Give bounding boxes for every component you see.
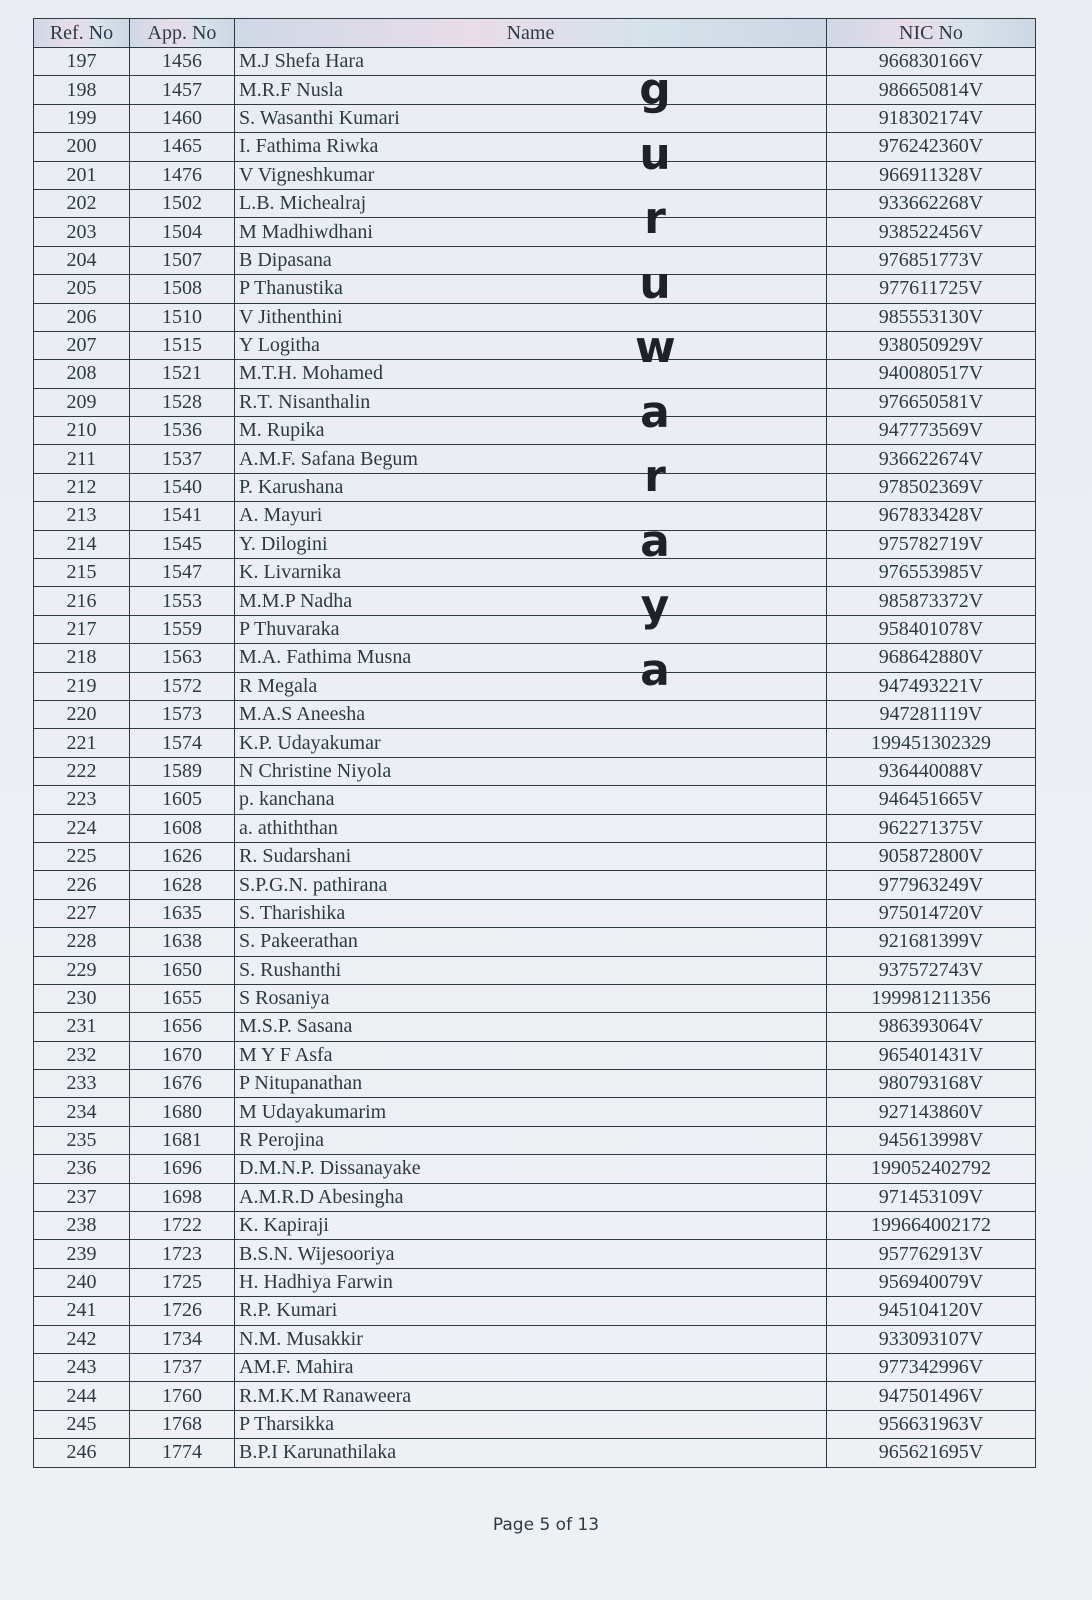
table-row <box>34 189 1036 217</box>
ref-no-cell: 202 <box>34 189 130 217</box>
name-cell: M Udayakumarim <box>235 1098 827 1126</box>
ref-no-cell: 223 <box>34 786 130 814</box>
name-cell: K. Livarnika <box>235 559 827 587</box>
ref-no-cell: 203 <box>34 218 130 246</box>
name-cell: M Madhiwdhani <box>235 218 827 246</box>
app-no-cell: 1760 <box>130 1382 235 1410</box>
ref-no-cell: 208 <box>34 360 130 388</box>
ref-no-cell: 211 <box>34 445 130 473</box>
app-no-cell: 1504 <box>130 218 235 246</box>
name-cell: B.P.I Karunathilaka <box>235 1439 827 1467</box>
nic-no-cell: 967833428V <box>827 502 1036 530</box>
name-cell: S. Tharishika <box>235 899 827 927</box>
header-app-no: App. No <box>130 19 235 48</box>
ref-no-cell: 215 <box>34 559 130 587</box>
table-row <box>34 161 1036 189</box>
table-row <box>34 48 1036 76</box>
ref-no-cell: 201 <box>34 161 130 189</box>
app-no-cell: 1680 <box>130 1098 235 1126</box>
table-row <box>34 842 1036 870</box>
app-no-cell: 1563 <box>130 644 235 672</box>
watermark <box>635 58 675 703</box>
nic-no-cell: 946451665V <box>827 786 1036 814</box>
header-name: Name <box>235 19 827 48</box>
app-no-cell: 1547 <box>130 559 235 587</box>
name-cell: N.M. Musakkir <box>235 1325 827 1353</box>
nic-no-cell: 947773569V <box>827 417 1036 445</box>
table-row <box>34 417 1036 445</box>
ref-no-cell: 221 <box>34 729 130 757</box>
table-row <box>34 275 1036 303</box>
app-no-cell: 1723 <box>130 1240 235 1268</box>
table-row <box>34 530 1036 558</box>
table-row <box>34 1353 1036 1381</box>
app-no-cell: 1650 <box>130 956 235 984</box>
app-no-cell: 1589 <box>130 757 235 785</box>
app-no-cell: 1656 <box>130 1013 235 1041</box>
table-row <box>34 1382 1036 1410</box>
table-row <box>34 1268 1036 1296</box>
name-cell: M.J Shefa Hara <box>235 48 827 76</box>
ref-no-cell: 205 <box>34 275 130 303</box>
header-nic-no: NIC No <box>827 19 1036 48</box>
name-cell: M.T.H. Mohamed <box>235 360 827 388</box>
nic-no-cell: 958401078V <box>827 615 1036 643</box>
app-no-cell: 1635 <box>130 899 235 927</box>
name-cell: K. Kapiraji <box>235 1212 827 1240</box>
name-cell: P Nitupanathan <box>235 1070 827 1098</box>
table-row <box>34 1212 1036 1240</box>
name-cell: P Thuvaraka <box>235 615 827 643</box>
name-cell: I. Fathima Riwka <box>235 133 827 161</box>
name-cell: p. kanchana <box>235 786 827 814</box>
table-row <box>34 956 1036 984</box>
ref-no-cell: 244 <box>34 1382 130 1410</box>
ref-no-cell: 236 <box>34 1155 130 1183</box>
name-cell: R.T. Nisanthalin <box>235 388 827 416</box>
ref-no-cell: 241 <box>34 1297 130 1325</box>
watermark-letter: a <box>640 386 670 438</box>
table-row <box>34 757 1036 785</box>
table-row <box>34 1155 1036 1183</box>
ref-no-cell: 216 <box>34 587 130 615</box>
ref-no-cell: 237 <box>34 1183 130 1211</box>
nic-no-cell: 933662268V <box>827 189 1036 217</box>
name-cell: a. athiththan <box>235 814 827 842</box>
table-row <box>34 388 1036 416</box>
app-no-cell: 1725 <box>130 1268 235 1296</box>
nic-no-cell: 986650814V <box>827 76 1036 104</box>
table-row <box>34 814 1036 842</box>
table-row <box>34 672 1036 700</box>
table-row <box>34 331 1036 359</box>
table-row <box>34 303 1036 331</box>
table-header-row <box>34 19 1036 48</box>
app-no-cell: 1605 <box>130 786 235 814</box>
name-cell: D.M.N.P. Dissanayake <box>235 1155 827 1183</box>
table-row <box>34 644 1036 672</box>
app-no-cell: 1559 <box>130 615 235 643</box>
app-no-cell: 1681 <box>130 1126 235 1154</box>
table-row <box>34 871 1036 899</box>
name-cell: M.S.P. Sasana <box>235 1013 827 1041</box>
nic-no-cell: 977611725V <box>827 275 1036 303</box>
table-row <box>34 899 1036 927</box>
name-cell: R. Sudarshani <box>235 842 827 870</box>
nic-no-cell: 977963249V <box>827 871 1036 899</box>
name-cell: B.S.N. Wijesooriya <box>235 1240 827 1268</box>
ref-no-cell: 220 <box>34 700 130 728</box>
table-row <box>34 133 1036 161</box>
table-row <box>34 246 1036 274</box>
ref-no-cell: 228 <box>34 928 130 956</box>
table-row <box>34 1410 1036 1438</box>
app-no-cell: 1572 <box>130 672 235 700</box>
nic-no-cell: 977342996V <box>827 1353 1036 1381</box>
name-cell: V Vigneshkumar <box>235 161 827 189</box>
table-row <box>34 1439 1036 1467</box>
name-cell: S. Wasanthi Kumari <box>235 104 827 132</box>
watermark-letter: a <box>640 644 670 696</box>
name-cell: S.P.G.N. pathirana <box>235 871 827 899</box>
nic-no-cell: 199052402792 <box>827 1155 1036 1183</box>
name-cell: M.M.P Nadha <box>235 587 827 615</box>
table-row <box>34 1297 1036 1325</box>
table-row <box>34 1013 1036 1041</box>
table-row <box>34 700 1036 728</box>
name-cell: A. Mayuri <box>235 502 827 530</box>
ref-no-cell: 210 <box>34 417 130 445</box>
nic-no-cell: 968642880V <box>827 644 1036 672</box>
app-no-cell: 1456 <box>130 48 235 76</box>
nic-no-cell: 985553130V <box>827 303 1036 331</box>
app-no-cell: 1726 <box>130 1297 235 1325</box>
ref-no-cell: 235 <box>34 1126 130 1154</box>
nic-no-cell: 199981211356 <box>827 984 1036 1012</box>
nic-no-cell: 927143860V <box>827 1098 1036 1126</box>
ref-no-cell: 204 <box>34 246 130 274</box>
app-no-cell: 1507 <box>130 246 235 274</box>
name-cell: P Thanustika <box>235 275 827 303</box>
table-row <box>34 984 1036 1012</box>
name-cell: L.B. Michealraj <box>235 189 827 217</box>
table-row <box>34 1240 1036 1268</box>
watermark-letter: a <box>640 515 670 567</box>
app-no-cell: 1553 <box>130 587 235 615</box>
nic-no-cell: 940080517V <box>827 360 1036 388</box>
ref-no-cell: 224 <box>34 814 130 842</box>
table-row <box>34 615 1036 643</box>
ref-no-cell: 225 <box>34 842 130 870</box>
name-cell: N Christine Niyola <box>235 757 827 785</box>
ref-no-cell: 222 <box>34 757 130 785</box>
ref-no-cell: 242 <box>34 1325 130 1353</box>
name-cell: M. Rupika <box>235 417 827 445</box>
nic-no-cell: 945104120V <box>827 1297 1036 1325</box>
ref-no-cell: 230 <box>34 984 130 1012</box>
nic-no-cell: 976553985V <box>827 559 1036 587</box>
app-no-cell: 1676 <box>130 1070 235 1098</box>
table-row <box>34 502 1036 530</box>
app-no-cell: 1670 <box>130 1041 235 1069</box>
ref-no-cell: 218 <box>34 644 130 672</box>
nic-no-cell: 938050929V <box>827 331 1036 359</box>
ref-no-cell: 243 <box>34 1353 130 1381</box>
watermark-letter: r <box>644 451 666 502</box>
table-row <box>34 473 1036 501</box>
app-no-cell: 1768 <box>130 1410 235 1438</box>
nic-no-cell: 947281119V <box>827 700 1036 728</box>
nic-no-cell: 965621695V <box>827 1439 1036 1467</box>
nic-no-cell: 921681399V <box>827 928 1036 956</box>
nic-no-cell: 986393064V <box>827 1013 1036 1041</box>
ref-no-cell: 209 <box>34 388 130 416</box>
table-row <box>34 1041 1036 1069</box>
nic-no-cell: 975014720V <box>827 899 1036 927</box>
name-cell: AM.F. Mahira <box>235 1353 827 1381</box>
app-no-cell: 1465 <box>130 133 235 161</box>
table-row <box>34 1098 1036 1126</box>
name-cell: Y. Dilogini <box>235 530 827 558</box>
table-row <box>34 104 1036 132</box>
app-no-cell: 1573 <box>130 700 235 728</box>
name-cell: B Dipasana <box>235 246 827 274</box>
name-cell: A.M.F. Safana Begum <box>235 445 827 473</box>
app-no-cell: 1698 <box>130 1183 235 1211</box>
nic-no-cell: 975782719V <box>827 530 1036 558</box>
ref-no-cell: 213 <box>34 502 130 530</box>
table-row <box>34 729 1036 757</box>
nic-no-cell: 966830166V <box>827 48 1036 76</box>
table-row <box>34 559 1036 587</box>
ref-no-cell: 227 <box>34 899 130 927</box>
nic-no-cell: 933093107V <box>827 1325 1036 1353</box>
app-no-cell: 1734 <box>130 1325 235 1353</box>
name-cell: M Y F Asfa <box>235 1041 827 1069</box>
app-no-cell: 1457 <box>130 76 235 104</box>
ref-no-cell: 231 <box>34 1013 130 1041</box>
app-no-cell: 1476 <box>130 161 235 189</box>
nic-no-cell: 976851773V <box>827 246 1036 274</box>
app-no-cell: 1628 <box>130 871 235 899</box>
app-no-cell: 1521 <box>130 360 235 388</box>
nic-no-cell: 199451302329 <box>827 729 1036 757</box>
name-cell: M.A. Fathima Musna <box>235 644 827 672</box>
app-no-cell: 1655 <box>130 984 235 1012</box>
app-no-cell: 1508 <box>130 275 235 303</box>
name-cell: H. Hadhiya Farwin <box>235 1268 827 1296</box>
table-row <box>34 587 1036 615</box>
nic-no-cell: 199664002172 <box>827 1212 1036 1240</box>
table-row <box>34 218 1036 246</box>
app-no-cell: 1541 <box>130 502 235 530</box>
nic-no-cell: 947493221V <box>827 672 1036 700</box>
table-row <box>34 445 1036 473</box>
app-no-cell: 1638 <box>130 928 235 956</box>
name-cell: R Perojina <box>235 1126 827 1154</box>
nic-no-cell: 978502369V <box>827 473 1036 501</box>
app-no-cell: 1537 <box>130 445 235 473</box>
table-row <box>34 1070 1036 1098</box>
app-no-cell: 1460 <box>130 104 235 132</box>
app-no-cell: 1545 <box>130 530 235 558</box>
nic-no-cell: 965401431V <box>827 1041 1036 1069</box>
name-cell: K.P. Udayakumar <box>235 729 827 757</box>
app-no-cell: 1515 <box>130 331 235 359</box>
app-no-cell: 1608 <box>130 814 235 842</box>
watermark-letter: g <box>639 64 671 115</box>
name-cell: Y Logitha <box>235 331 827 359</box>
ref-no-cell: 234 <box>34 1098 130 1126</box>
table-row <box>34 76 1036 104</box>
app-no-cell: 1536 <box>130 417 235 445</box>
nic-no-cell: 971453109V <box>827 1183 1036 1211</box>
ref-no-cell: 207 <box>34 331 130 359</box>
table-row <box>34 786 1036 814</box>
nic-no-cell: 918302174V <box>827 104 1036 132</box>
name-cell: R.P. Kumari <box>235 1297 827 1325</box>
nic-no-cell: 980793168V <box>827 1070 1036 1098</box>
nic-no-cell: 976242360V <box>827 133 1036 161</box>
nic-no-cell: 956940079V <box>827 1268 1036 1296</box>
nic-no-cell: 985873372V <box>827 587 1036 615</box>
ref-no-cell: 219 <box>34 672 130 700</box>
ref-no-cell: 229 <box>34 956 130 984</box>
watermark-letter: y <box>640 580 670 631</box>
name-cell: S. Rushanthi <box>235 956 827 984</box>
ref-no-cell: 197 <box>34 48 130 76</box>
app-no-cell: 1737 <box>130 1353 235 1381</box>
table-row <box>34 1325 1036 1353</box>
app-no-cell: 1528 <box>130 388 235 416</box>
name-cell: S. Pakeerathan <box>235 928 827 956</box>
ref-no-cell: 240 <box>34 1268 130 1296</box>
app-no-cell: 1540 <box>130 473 235 501</box>
app-no-cell: 1774 <box>130 1439 235 1467</box>
name-cell: M.R.F Nusla <box>235 76 827 104</box>
name-cell: R Megala <box>235 672 827 700</box>
watermark-letter: w <box>635 322 676 373</box>
ref-no-cell: 199 <box>34 104 130 132</box>
nic-no-cell: 936622674V <box>827 445 1036 473</box>
table-body <box>34 48 1036 1468</box>
name-cell: P Tharsikka <box>235 1410 827 1438</box>
ref-no-cell: 245 <box>34 1410 130 1438</box>
nic-no-cell: 936440088V <box>827 757 1036 785</box>
nic-no-cell: 957762913V <box>827 1240 1036 1268</box>
ref-no-cell: 226 <box>34 871 130 899</box>
nic-no-cell: 937572743V <box>827 956 1036 984</box>
page-number: Page 5 of 13 <box>492 1515 600 1535</box>
nic-no-cell: 945613998V <box>827 1126 1036 1154</box>
app-no-cell: 1626 <box>130 842 235 870</box>
watermark-letter: r <box>644 193 666 244</box>
ref-no-cell: 246 <box>34 1439 130 1467</box>
ref-no-cell: 238 <box>34 1212 130 1240</box>
ref-no-cell: 198 <box>34 76 130 104</box>
table-row <box>34 1126 1036 1154</box>
nic-no-cell: 905872800V <box>827 842 1036 870</box>
ref-no-cell: 206 <box>34 303 130 331</box>
app-no-cell: 1722 <box>130 1212 235 1240</box>
app-no-cell: 1502 <box>130 189 235 217</box>
nic-no-cell: 956631963V <box>827 1410 1036 1438</box>
table-row <box>34 360 1036 388</box>
watermark-letter: u <box>639 128 671 180</box>
nic-no-cell: 938522456V <box>827 218 1036 246</box>
name-cell: R.M.K.M Ranaweera <box>235 1382 827 1410</box>
ref-no-cell: 212 <box>34 473 130 501</box>
table-row <box>34 1183 1036 1211</box>
ref-no-cell: 239 <box>34 1240 130 1268</box>
name-cell: S Rosaniya <box>235 984 827 1012</box>
table-row <box>34 928 1036 956</box>
applicant-table <box>33 18 1036 1468</box>
name-cell: A.M.R.D Abesingha <box>235 1183 827 1211</box>
nic-no-cell: 966911328V <box>827 161 1036 189</box>
ref-no-cell: 232 <box>34 1041 130 1069</box>
app-no-cell: 1696 <box>130 1155 235 1183</box>
app-no-cell: 1510 <box>130 303 235 331</box>
nic-no-cell: 962271375V <box>827 814 1036 842</box>
nic-no-cell: 976650581V <box>827 388 1036 416</box>
nic-no-cell: 947501496V <box>827 1382 1036 1410</box>
name-cell: M.A.S Aneesha <box>235 700 827 728</box>
app-no-cell: 1574 <box>130 729 235 757</box>
name-cell: V Jithenthini <box>235 303 827 331</box>
ref-no-cell: 217 <box>34 615 130 643</box>
header-ref-no: Ref. No <box>34 19 130 48</box>
ref-no-cell: 200 <box>34 133 130 161</box>
name-cell: P. Karushana <box>235 473 827 501</box>
ref-no-cell: 233 <box>34 1070 130 1098</box>
ref-no-cell: 214 <box>34 530 130 558</box>
watermark-letter: u <box>639 257 671 309</box>
